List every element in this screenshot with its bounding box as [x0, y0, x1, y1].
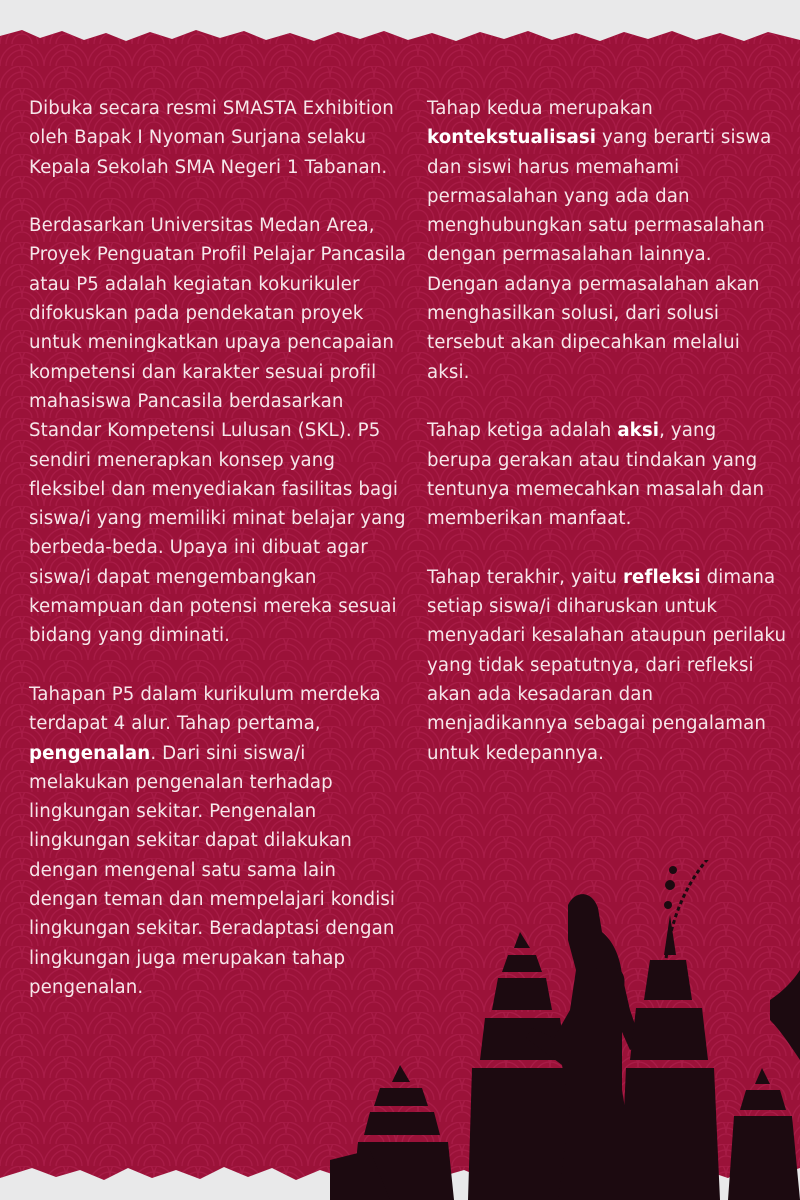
stage-one-term: pengenalan: [29, 742, 151, 764]
p5-definition-paragraph: Berdasarkan Universitas Medan Area, Proyek Penguatan Profil Pelajar Pancasila atau P5 adalah kegiatan kokurikuler difokuskan pada pendekatan proyek untuk meningkatkan upaya pencapaian kompetensi dan karakter sesuai profil mahasiswa Pancasila berdasarkan Standar Kompetensi Lulusan (SKL). P5 sendiri menerapkan konsep yang fleksibel dan menyediakan fasilitas bagi siswa/i yang memiliki minat belajar yang berbeda-beda. Upaya ini dibuat agar siswa/i dapat mengembangkan kemampuan dan potensi mereka sesuai bidang yang diminati.: [29, 215, 407, 647]
temple-dancer-silhouette-icon: [330, 860, 800, 1200]
temple-tower-right-icon: [620, 960, 720, 1200]
stage-three-term: aksi: [617, 420, 660, 442]
pagoda-right-icon: [728, 1068, 800, 1200]
stage-two-term: kontekstualisasi: [427, 127, 597, 149]
right-text-column: [427, 94, 787, 797]
stage-four-paragraph: Tahap terakhir, yaitu refleksi dimana setiap siswa/i diharuskan untuk menyadari kesalahan ataupun perilaku yang tidak sepatutnya, dari refleksi akan ada kesadaran dan menjadikannya sebagai pengalaman untuk kedepannya.: [427, 566, 787, 764]
opening-paragraph: Dibuka secara resmi SMASTA Exhibition oleh Bapak I Nyoman Surjana selaku Kepala Sekolah SMA Negeri 1 Tabanan.: [29, 98, 394, 178]
stage-three-paragraph: Tahap ketiga adalah aksi, yang berupa gerakan atau tindakan yang tentunya memecahkan masalah dan memberikan manfaat.: [427, 420, 765, 530]
stage-two-paragraph: Tahap kedua merupakan kontekstualisasi yang berarti siswa dan siswi harus memahami permasalahan yang ada dan menghubungkan satu permasalahan dengan permasalahan lainnya. Dengan adanya permasalahan akan menghasilkan solusi, dari solusi tersebut akan dipecahkan melalui aksi.: [427, 98, 772, 383]
stage-four-term: refleksi: [622, 566, 701, 588]
stage-one-paragraph: Tahapan P5 dalam kurikulum merdeka terdapat 4 alur. Tahap pertama, pengenalan. Dari sini siswa/i melakukan pengenalan terhadap lingkungan sekitar. Pengenalan lingkungan sekitar dapat dilakukan dengan mengenal satu sama lain dengan teman dan mempelajari kondisi lingkungan sekitar. Beradaptasi dengan lingkungan juga merupakan tahap pengenalan.: [29, 683, 396, 998]
